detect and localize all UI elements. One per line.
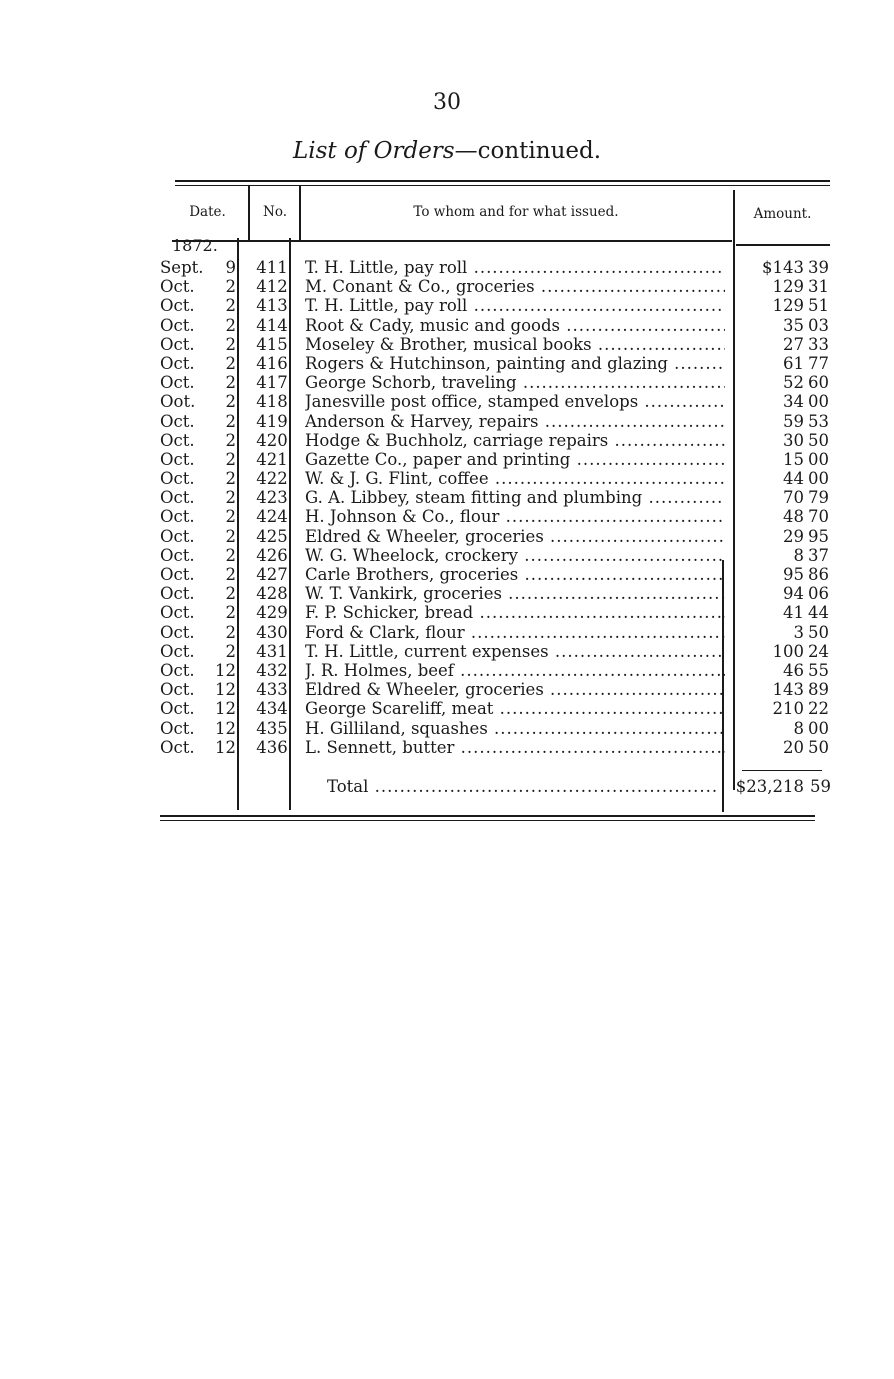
row-description: T. H. Little, current expenses ..... (305, 642, 725, 661)
row-number: 431 (256, 641, 288, 661)
row-cents: 50 (808, 737, 829, 757)
row-dollars: 129 (772, 296, 804, 316)
row-cents: 00 (808, 392, 829, 412)
row-cents: 95 (808, 526, 829, 546)
row-dollars: 29 (783, 526, 804, 546)
row-month: Oot. (160, 392, 196, 412)
row-day: 2 (225, 584, 236, 604)
row-month: Oct. (160, 584, 195, 604)
row-cents: 55 (808, 660, 829, 680)
row-month: Oct. (160, 507, 195, 527)
title-rest: —continued. (454, 138, 602, 164)
row-month: Oct. (160, 469, 195, 489)
row-number: 425 (256, 526, 288, 546)
row-cents: 39 (808, 258, 829, 277)
row-dollars: 8 (793, 718, 804, 738)
table-row (160, 738, 840, 757)
row-month: Oct. (160, 315, 195, 335)
bottom-rule-2 (160, 820, 815, 821)
row-description: George Scareliff, meat ..... (305, 699, 725, 718)
row-day: 2 (225, 430, 236, 450)
row-day: 2 (225, 392, 236, 412)
row-cents: 33 (808, 334, 829, 354)
row-month: Oct. (160, 603, 195, 623)
row-description: Moseley & Brother, musical books ..... (305, 335, 725, 354)
total-row (305, 776, 845, 798)
row-number: 427 (256, 565, 288, 584)
row-cents: 44 (808, 603, 829, 623)
header-rule-amount (736, 244, 830, 246)
row-month: Oct. (160, 680, 195, 700)
table-row (160, 392, 840, 411)
row-cents: 22 (808, 699, 829, 719)
table-row (160, 277, 840, 296)
row-number: 429 (256, 603, 288, 623)
row-month: Oct. (160, 296, 195, 316)
row-dollars: 59 (783, 411, 804, 431)
row-month: Oct. (160, 488, 195, 508)
row-day: 12 (215, 660, 236, 680)
row-number: 413 (256, 296, 288, 316)
row-number: 434 (256, 699, 288, 719)
row-number: 415 (256, 334, 288, 354)
row-description: Gazette Co., paper and printing ..... (305, 450, 725, 469)
row-number: 417 (256, 373, 288, 393)
row-cents: 03 (808, 315, 829, 335)
row-description: George Schorb, traveling ..... (305, 373, 725, 392)
row-dollars: 70 (783, 488, 804, 508)
row-dollars: 100 (772, 641, 804, 661)
row-cents: 53 (808, 411, 829, 431)
orders-list (160, 258, 840, 757)
table-row (160, 373, 840, 392)
header-desc: To whom and for what issued. (413, 204, 619, 220)
year-label: 1872. (172, 236, 218, 255)
row-month: Sept. (160, 258, 204, 277)
row-description: W. G. Wheelock, crockery ..... (305, 546, 725, 565)
row-description: Eldred & Wheeler, groceries ..... (305, 680, 725, 699)
title-italic: List of Orders (292, 138, 455, 164)
table-row (160, 603, 840, 622)
row-number: 416 (256, 353, 288, 373)
row-number: 422 (256, 469, 288, 489)
row-cents: 89 (808, 680, 829, 700)
row-number: 421 (256, 449, 288, 469)
row-month: Oct. (160, 526, 195, 546)
row-day: 2 (225, 641, 236, 661)
row-description: Janesville post office, stamped envelops ..... (305, 392, 725, 411)
row-day: 2 (225, 545, 236, 565)
row-cents: 31 (808, 277, 829, 297)
row-number: 428 (256, 584, 288, 604)
row-month: Oct. (160, 373, 195, 393)
page-title (0, 138, 894, 164)
row-month: Oct. (160, 622, 195, 642)
row-month: Oct. (160, 699, 195, 719)
header-date: Date. (189, 204, 226, 220)
total-cents: 59 (810, 777, 831, 796)
row-month: Oct. (160, 449, 195, 469)
row-number: 424 (256, 507, 288, 527)
row-day: 2 (225, 296, 236, 316)
table-row (160, 623, 840, 642)
table-row (160, 316, 840, 335)
bottom-rule (160, 815, 815, 817)
row-dollars: 35 (783, 315, 804, 335)
row-day: 2 (225, 526, 236, 546)
row-cents: 50 (808, 430, 829, 450)
total-rule (742, 770, 822, 771)
row-day: 12 (215, 699, 236, 719)
row-dollars: 30 (783, 430, 804, 450)
table-row (160, 354, 840, 373)
row-description: H. Gilliland, squashes ..... (305, 719, 725, 738)
row-day: 12 (215, 680, 236, 700)
row-description: J. R. Holmes, beef ..... (305, 661, 725, 680)
row-dollars: 27 (783, 334, 804, 354)
row-cents: 00 (808, 718, 829, 738)
row-number: 435 (256, 718, 288, 738)
row-month: Oct. (160, 430, 195, 450)
table-row (160, 469, 840, 488)
row-description: Ford & Clark, flour ..... (305, 623, 725, 642)
row-dollars: 52 (783, 373, 804, 393)
table-row (160, 699, 840, 718)
row-cents: 70 (808, 507, 829, 527)
row-number: 436 (256, 737, 288, 757)
table-row (160, 450, 840, 469)
row-number: 426 (256, 545, 288, 565)
row-month: Oct. (160, 545, 195, 565)
row-description: G. A. Libbey, steam fitting and plumbing ..... (305, 488, 725, 507)
row-number: 414 (256, 315, 288, 335)
table-row (160, 565, 840, 584)
row-dollars: 94 (783, 584, 804, 604)
row-description: Carle Brothers, groceries ..... (305, 565, 725, 584)
row-day: 2 (225, 469, 236, 489)
row-cents: 51 (808, 296, 829, 316)
row-day: 2 (225, 373, 236, 393)
table-row (160, 642, 840, 661)
row-day: 2 (225, 449, 236, 469)
table-row (160, 507, 840, 526)
page-number: 30 (433, 90, 461, 115)
row-dollars: 46 (783, 660, 804, 680)
table-row (160, 527, 840, 546)
row-dollars: 129 (772, 277, 804, 297)
table-row (160, 546, 840, 565)
row-day: 2 (225, 507, 236, 527)
row-month: Oct. (160, 411, 195, 431)
row-number: 420 (256, 430, 288, 450)
row-cents: 00 (808, 449, 829, 469)
row-dollars: 95 (783, 565, 804, 584)
row-cents: 77 (808, 353, 829, 373)
table-row (160, 584, 840, 603)
table-row (160, 719, 840, 738)
row-description: Eldred & Wheeler, groceries ..... (305, 527, 725, 546)
top-rule (175, 180, 830, 182)
table-row (160, 488, 840, 507)
row-dollars: 210 (772, 699, 804, 719)
row-dollars: 44 (783, 469, 804, 489)
row-day: 2 (225, 603, 236, 623)
row-month: Oct. (160, 334, 195, 354)
row-cents: 86 (808, 565, 829, 584)
row-day: 2 (225, 565, 236, 584)
row-description: W. & J. G. Flint, coffee ..... (305, 469, 725, 488)
row-cents: 37 (808, 545, 829, 565)
row-cents: 50 (808, 622, 829, 642)
row-number: 430 (256, 622, 288, 642)
row-description: F. P. Schicker, bread ..... (305, 603, 725, 622)
row-number: 418 (256, 392, 288, 412)
total-dollars: $23,218 (735, 777, 804, 796)
row-month: Oct. (160, 641, 195, 661)
row-day: 2 (225, 315, 236, 335)
row-description: W. T. Vankirk, groceries ..... (305, 584, 725, 603)
row-description: L. Sennett, butter ..... (305, 738, 725, 757)
row-dollars: 48 (783, 507, 804, 527)
row-number: 423 (256, 488, 288, 508)
table-row (160, 431, 840, 450)
row-cents: 06 (808, 584, 829, 604)
row-day: 2 (225, 411, 236, 431)
row-day: 2 (225, 622, 236, 642)
row-day: 2 (225, 334, 236, 354)
header-no: No. (263, 204, 287, 220)
row-dollars: 61 (783, 353, 804, 373)
row-day: 12 (215, 718, 236, 738)
row-number: 411 (256, 258, 288, 277)
row-description: Rogers & Hutchinson, painting and glazing ..... (305, 354, 725, 373)
row-dollars: $143 (762, 258, 804, 277)
row-month: Oct. (160, 565, 195, 584)
row-month: Oct. (160, 277, 195, 297)
row-number: 433 (256, 680, 288, 700)
row-day: 9 (225, 258, 236, 277)
row-month: Oct. (160, 353, 195, 373)
row-cents: 24 (808, 641, 829, 661)
row-day: 2 (225, 277, 236, 297)
row-dollars: 143 (772, 680, 804, 700)
row-dollars: 20 (783, 737, 804, 757)
row-number: 419 (256, 411, 288, 431)
table-row (160, 661, 840, 680)
row-dollars: 15 (783, 449, 804, 469)
row-month: Oct. (160, 718, 195, 738)
row-description: Root & Cady, music and goods ..... (305, 316, 725, 335)
table-row (160, 412, 840, 431)
row-day: 2 (225, 353, 236, 373)
row-description: H. Johnson & Co., flour ..... (305, 507, 725, 526)
table-row (160, 296, 840, 315)
row-description: T. H. Little, pay roll ..... (305, 296, 725, 315)
row-cents: 00 (808, 469, 829, 489)
row-cents: 60 (808, 373, 829, 393)
row-day: 12 (215, 737, 236, 757)
row-description: T. H. Little, pay roll ..... (305, 258, 725, 277)
header-rule (172, 240, 732, 242)
table-row (160, 680, 840, 699)
row-description: Anderson & Harvey, repairs ..... (305, 412, 725, 431)
row-dollars: 3 (793, 622, 804, 642)
row-month: Oct. (160, 660, 195, 680)
row-description: Hodge & Buchholz, carriage repairs ..... (305, 431, 725, 450)
header-amount: Amount. (753, 206, 812, 222)
top-rule-2 (175, 185, 830, 186)
row-month: Oct. (160, 737, 195, 757)
table-row (160, 258, 840, 277)
row-number: 432 (256, 660, 288, 680)
row-dollars: 8 (793, 545, 804, 565)
total-label: Total ..... (327, 776, 717, 798)
row-description: M. Conant & Co., groceries ..... (305, 277, 725, 296)
row-cents: 79 (808, 488, 829, 508)
table-row (160, 335, 840, 354)
row-dollars: 34 (783, 392, 804, 412)
row-number: 412 (256, 277, 288, 297)
row-dollars: 41 (783, 603, 804, 623)
row-day: 2 (225, 488, 236, 508)
